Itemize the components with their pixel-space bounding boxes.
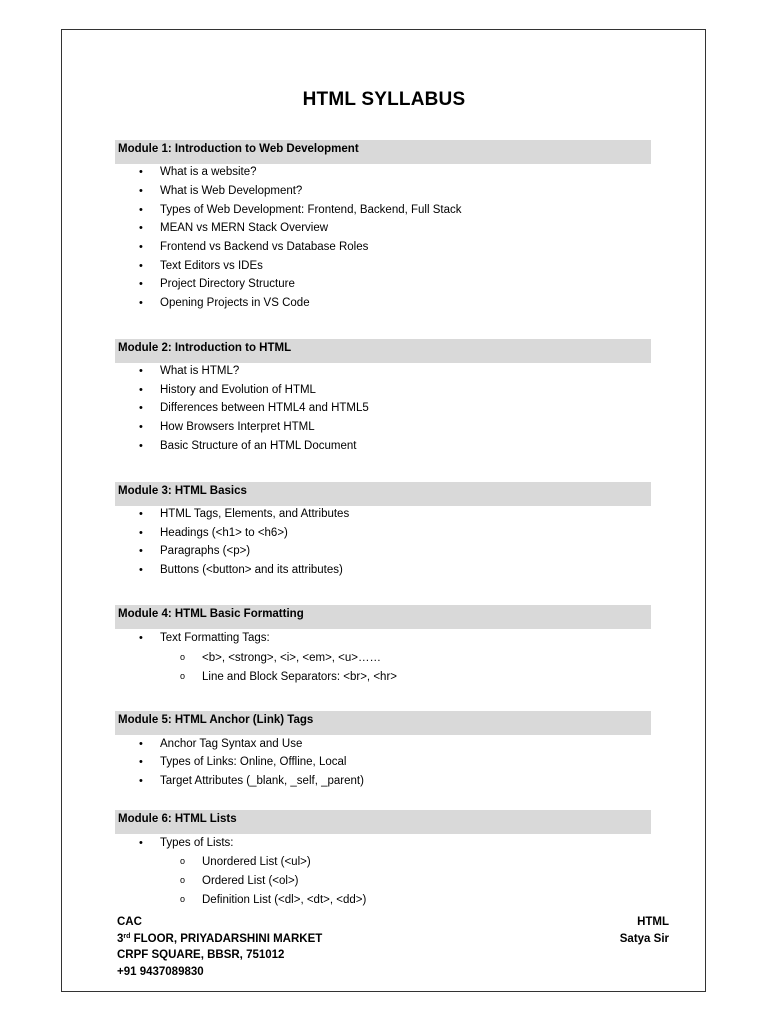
- bullet-icon: •: [139, 384, 143, 396]
- footer-subject: HTML: [637, 916, 669, 928]
- bullet-icon: •: [139, 278, 143, 290]
- bullet-icon: •: [139, 775, 143, 787]
- list-item: • Frontend vs Backend vs Database Roles: [139, 241, 369, 253]
- bullet-icon: •: [139, 421, 143, 433]
- bullet-icon: •: [139, 527, 143, 539]
- list-item: • History and Evolution of HTML: [139, 384, 316, 396]
- bullet-icon: •: [139, 440, 143, 452]
- list-item: • Headings (<h1> to <h6>): [139, 527, 288, 539]
- list-item: • Target Attributes (_blank, _self, _parent): [139, 775, 364, 787]
- footer-course-info: [620, 914, 669, 947]
- list-item: • Buttons (<button> and its attributes): [139, 564, 343, 576]
- sub-list-item: o <b>, <strong>, <i>, <em>, <u>……: [180, 649, 381, 666]
- bullet-icon: •: [139, 222, 143, 234]
- sub-list-item: o Line and Block Separators: <br>, <hr>: [180, 668, 397, 685]
- bullet-icon: •: [139, 241, 143, 253]
- list-item: • Types of Lists:: [139, 837, 234, 849]
- footer-org: CAC: [117, 916, 142, 928]
- list-item: • Opening Projects in VS Code: [139, 297, 310, 309]
- bullet-icon: •: [139, 756, 143, 768]
- bullet-icon: •: [139, 545, 143, 557]
- bullet-icon: •: [139, 297, 143, 309]
- module-2-header: Module 2: Introduction to HTML: [115, 339, 651, 363]
- footer-phone: +91 9437089830: [117, 965, 204, 978]
- page-title: HTML SYLLABUS: [302, 89, 466, 110]
- list-item: • MEAN vs MERN Stack Overview: [139, 222, 329, 234]
- circle-bullet-icon: o: [180, 652, 186, 662]
- footer-instructor: Satya Sir: [619, 932, 669, 945]
- bullet-icon: •: [139, 260, 143, 272]
- list-item: • Anchor Tag Syntax and Use: [139, 738, 303, 750]
- list-item: • Types of Links: Online, Offline, Local: [139, 756, 347, 768]
- list-item: • Project Directory Structure: [139, 278, 295, 290]
- bullet-icon: •: [139, 166, 143, 178]
- list-item: • Text Formatting Tags:: [139, 632, 270, 644]
- bullet-icon: •: [139, 738, 143, 750]
- list-item: • Types of Web Development: Frontend, Backend, Full Stack: [139, 204, 462, 216]
- bullet-icon: •: [139, 837, 143, 849]
- list-item: • How Browsers Interpret HTML: [139, 421, 315, 433]
- circle-bullet-icon: o: [180, 894, 186, 904]
- circle-bullet-icon: o: [180, 856, 186, 866]
- footer-address-line1: 3rd FLOOR, PRIYADARSHINI MARKET: [117, 932, 323, 945]
- module-3-header: Module 3: HTML Basics: [115, 482, 651, 506]
- list-item: • HTML Tags, Elements, and Attributes: [139, 508, 350, 520]
- bullet-icon: •: [139, 508, 143, 520]
- bullet-icon: •: [139, 204, 143, 216]
- list-item: • Differences between HTML4 and HTML5: [139, 402, 369, 414]
- list-item: • What is a website?: [139, 166, 257, 178]
- bullet-icon: •: [139, 632, 143, 644]
- bullet-icon: •: [139, 402, 143, 414]
- list-item: • Basic Structure of an HTML Document: [139, 440, 357, 452]
- list-item: • Text Editors vs IDEs: [139, 260, 263, 272]
- bullet-icon: •: [139, 185, 143, 197]
- module-5-header: Module 5: HTML Anchor (Link) Tags: [115, 711, 651, 735]
- sub-list-item: o Ordered List (<ol>): [180, 872, 299, 889]
- module-1-header: Module 1: Introduction to Web Development: [115, 140, 651, 164]
- bullet-icon: •: [139, 365, 143, 377]
- sub-list-item: o Unordered List (<ul>): [180, 853, 311, 870]
- module-4-header: Module 4: HTML Basic Formatting: [115, 605, 651, 629]
- footer-address: [117, 914, 322, 980]
- footer-address-line2: CRPF SQUARE, BBSR, 751012: [117, 949, 285, 961]
- list-item: • What is HTML?: [139, 365, 240, 377]
- circle-bullet-icon: o: [180, 671, 186, 681]
- sub-list-item: o Definition List (<dl>, <dt>, <dd>): [180, 891, 366, 908]
- list-item: • Paragraphs (<p>): [139, 545, 251, 557]
- bullet-icon: •: [139, 564, 143, 576]
- circle-bullet-icon: o: [180, 875, 186, 885]
- module-6-header: Module 6: HTML Lists: [115, 810, 651, 834]
- list-item: • What is Web Development?: [139, 185, 303, 197]
